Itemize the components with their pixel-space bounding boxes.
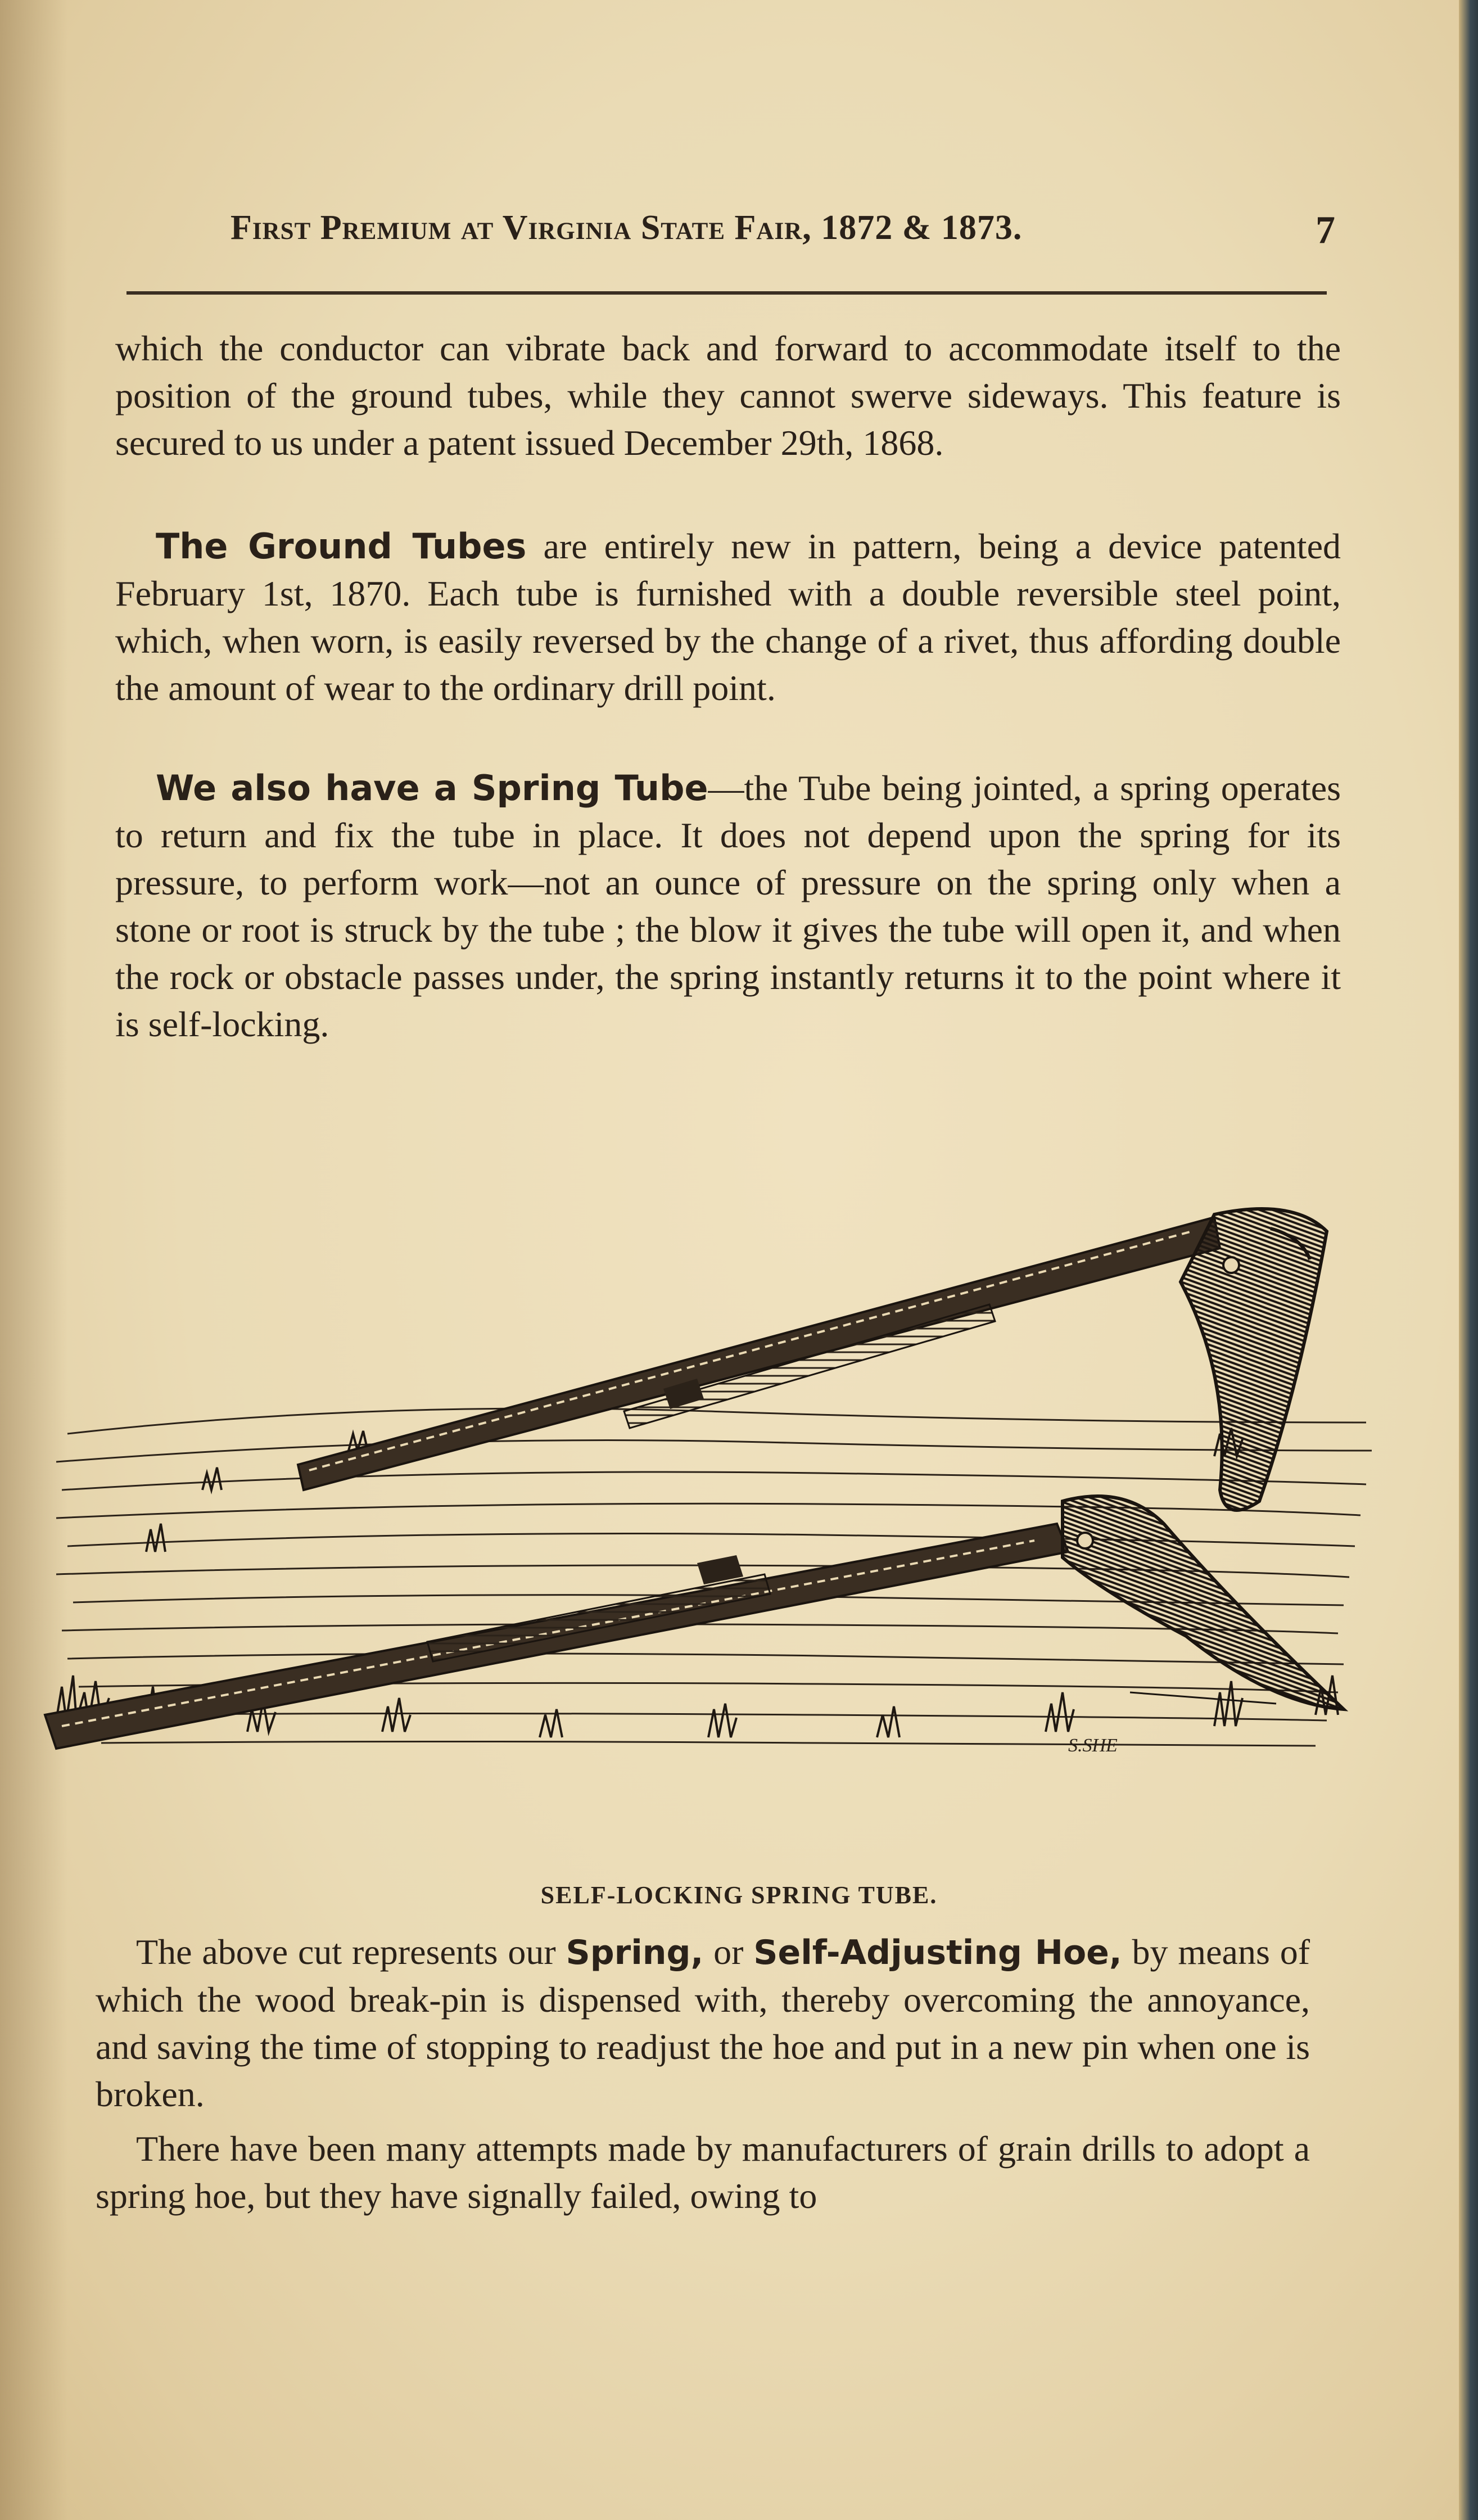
paragraph-conductor <box>115 325 1341 467</box>
term-self-adjusting-hoe: Self-Adjusting Hoe, <box>753 1933 1122 1972</box>
term-spring: Spring, <box>566 1933 704 1972</box>
paragraph-text: are entirely new in pattern, being a device patented February 1st, 1870. Each tube is furnished with a double reversible steel point, which, when worn, is easily reversed by the change of a rivet, thus affording double the amount of wear to the ordinary drill point. <box>115 526 1341 708</box>
header-rule <box>126 291 1327 295</box>
paragraph-lead: We also have a Spring Tube <box>156 767 708 809</box>
paragraph-text: There have been many attempts made by manufacturers of grain drills to adopt a spring hoe, but they have signally failed, owing to <box>96 2129 1310 2216</box>
paragraph-attempts <box>96 2125 1310 2220</box>
paragraph-spring-tube <box>115 765 1341 1048</box>
paragraph-text: The above cut represents our <box>136 1932 566 1972</box>
page-edge <box>1459 0 1478 2520</box>
paragraph-text: which the conductor can vibrate back and forward to accommodate itself to the position of the ground tubes, while they cannot swerve sideways. This feature is secured to us under a patent issued December 29th, 1868. <box>115 328 1341 463</box>
page-number: 7 <box>1316 209 1335 252</box>
figure-caption: SELF-LOCKING SPRING TUBE. <box>540 1881 938 1909</box>
engraver-signature: S.SHE <box>1068 1735 1118 1756</box>
paragraph-text: by means of which the wood break-pin is dispensed with, thereby overcoming the annoyance, and saving the time of stopping to readjust the hoe and put in a new pin when one is broken. <box>96 1932 1310 2114</box>
upper-spring-tube <box>298 1209 1327 1510</box>
paragraph-self-adjusting-hoe <box>96 1929 1310 2118</box>
paragraph-lead: The Ground Tubes <box>156 526 527 567</box>
paragraph-text: or <box>703 1932 754 1972</box>
running-header: First Premium at Virginia State Fair, 1872 & 1873. <box>230 209 1023 247</box>
paragraph-ground-tubes <box>115 523 1341 712</box>
spring-tube-engraving <box>34 1096 1394 1855</box>
paragraph-text: —the Tube being jointed, a spring operates to return and fix the tube in place. It does not depend upon the spring for its pressure, to perform work—not an ounce of pressure on the spring only when a stone or root is struck by the tube ; the blow it gives the tube will open it, and when the rock or obstacle passes under, the spring instantly returns it to the point where it is self-locking. <box>115 768 1341 1044</box>
